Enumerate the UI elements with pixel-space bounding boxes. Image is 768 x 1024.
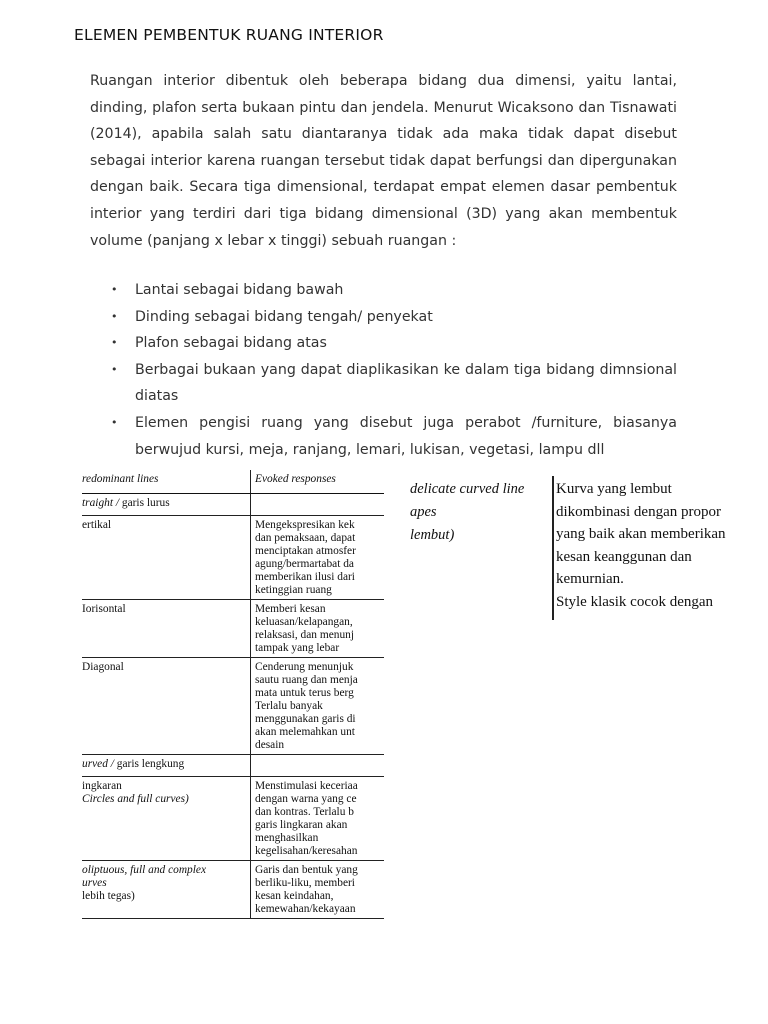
bullet-icon: • — [111, 362, 118, 376]
table-header-row — [82, 470, 384, 494]
element-list — [107, 277, 677, 463]
list-item: • Elemen pengisi ruang yang disebut juga perabot /furniture, biasanya berwujud kursi, meja, ranjang, lemari, lukisan, vegetasi, lampu dll — [107, 410, 677, 463]
excerpt-line-type: delicate curved line apes lembut) — [410, 481, 525, 543]
bullet-icon: • — [111, 283, 118, 296]
bullet-icon: • — [111, 415, 118, 429]
group-row-curved: urved / garis lengkung — [82, 755, 384, 777]
header-evoked-responses: Evoked responses — [251, 470, 385, 494]
excerpt-response: Kurva yang lembut dikombinasi dengan propor yang baik akan memberikan kesan keanggunan dan kemurnian. Style klasik cocok dengan — [556, 481, 726, 610]
group-row-straight: traight / garis lurus — [82, 494, 384, 516]
scanned-lines-table — [82, 470, 384, 978]
page-title: ELEMEN PEMBENTUK RUANG INTERIOR — [74, 26, 384, 44]
scanned-curve-excerpt — [410, 476, 730, 622]
table-row: oliptuous, full and complex urves lebih tegas) Garis dan bentuk yang berliku-liku, memberi kesan keindahan, kemewahan/kekayaan — [82, 861, 384, 919]
intro-paragraph: Ruangan interior dibentuk oleh beberapa bidang dua dimensi, yaitu lantai, dinding, plafon serta bukaan pintu dan jendela. Menurut Wicaksono dan Tisnawati (2014), apabila salah satu diantaranya tidak ada maka tidak dapat disebut sebagai interior karena ruangan tersebut tidak dapat berfungsi dan dipergunakan dengan baik. Secara tiga dimensional, terdapat empat elemen dasar pembentuk interior yang terdiri dari tiga bidang dimensional (3D) yang akan membentuk volume (panjang x lebar x tinggi) sebuah ruangan : — [90, 73, 677, 249]
table-row: ertikal Mengekspresikan kek dan pemaksaan, dapat menciptakan atmosfer agung/bermartabat da memberikan ilusi dari ketinggian ruang — [82, 516, 384, 600]
bullet-icon: • — [111, 336, 118, 350]
bullet-icon: • — [111, 309, 118, 323]
excerpt-divider — [552, 476, 554, 620]
list-item: • Dinding sebagai bidang tengah/ penyekat — [107, 304, 677, 331]
lines-table — [82, 470, 384, 919]
list-item: • Lantai sebagai bidang bawah — [107, 277, 677, 304]
list-item: • Berbagai bukaan yang dapat diaplikasikan ke dalam tiga bidang dimnsional diatas — [107, 357, 677, 410]
table-row: Iorisontal Memberi kesan keluasan/kelapangan, relaksasi, dan menunj tampak yang lebar — [82, 600, 384, 658]
table-row: Diagonal Cenderung menunjuk sautu ruang dan menja mata untuk terus berg Terlalu banyak menggunakan garis di akan melemahkan unt desain — [82, 658, 384, 755]
list-item: • Plafon sebagai bidang atas — [107, 330, 677, 357]
table-row: ingkaran Circles and full curves) Menstimulasi keceriaa dengan warna yang ce dan kontras. Terlalu b garis lingkaran akan menghasilkan kegelisahan/keresahan — [82, 777, 384, 861]
header-predominant-lines: redominant lines — [82, 470, 251, 494]
